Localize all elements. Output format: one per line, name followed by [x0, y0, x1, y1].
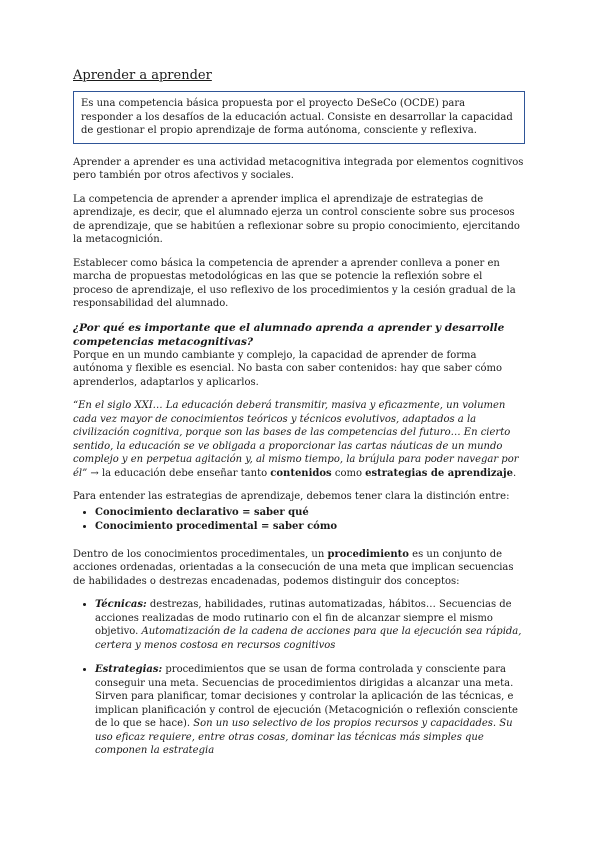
concepts-list: [73, 598, 525, 758]
quote-tail-1: → la educación debe enseñar tanto: [87, 467, 271, 479]
procedure-bold: procedimiento: [327, 548, 409, 560]
tecnicas-italic: Automatización de la cadena de acciones para que la ejecución sea rápida, certera y menos costosa en recursos cognitivos: [95, 626, 522, 651]
estrategias-italic: Son un uso selectivo de los propios recursos y capacidades. Su uso eficaz requiere, entre otras cosas, dominar las técnicas más simples que componen la estrategia: [95, 718, 513, 756]
paragraph-strategies: La competencia de aprender a aprender implica el aprendizaje de estrategias de aprendizaje, es decir, que el alumnado ejerza un control consciente sobre sus procesos de aprendizaje, que se habitúen a reflexionar sobre su propio conocimiento, ejercitando la metacognición.: [73, 193, 520, 245]
list-item: • Conocimiento declarativo = saber qué: [95, 506, 525, 520]
procedure-paragraph: [73, 548, 525, 589]
quote-tail-3: .: [513, 467, 517, 479]
distinction-list: [73, 506, 525, 534]
distinction-intro: Para entender las estrategias de aprendizaje, debemos tener clara la distinción entre:: [73, 491, 510, 502]
list-item: • Conocimiento procedimental = saber cómo: [95, 520, 525, 534]
quote-paragraph: [73, 399, 525, 480]
estrategias-text: procedimientos que se usan de forma controlada y consciente para conseguir una meta. Secuencias de procedimientos dirigidas a alcanzar una meta. Sirven para planificar, tomar decisiones y controlar la aplicación de las técnicas, e implican planificación y control de ejecución (Metacognición o reflexión consciente de lo que se hace).: [95, 664, 518, 729]
page-title: Aprender a aprender: [73, 68, 212, 83]
paragraph-metacognitive: Aprender a aprender es una actividad metacognitiva integrada por elementos cognitivos pero también por otros afectivos y sociales.: [73, 156, 524, 181]
procedure-text-1: Dentro de los conocimientos procedimentales, un: [73, 548, 328, 560]
tecnicas-text: destrezas, habilidades, rutinas automatizadas, hábitos… Secuencias de acciones realizadas de modo rutinario con el fin de alcanzar siempre el mismo objetivo.: [95, 599, 512, 637]
paragraph-methodology: Establecer como básica la competencia de aprender a aprender conlleva a poner en marcha de propuestas metodológicas en las que se potencie la reflexión sobre el proceso de aprendizaje, el uso reflexivo de los procedimientos y la cesión gradual de la responsabilidad del alumnado.: [73, 257, 516, 309]
question-answer: Porque en un mundo cambiante y complejo, la capacidad de aprender de forma autónoma y flexible es esencial. No basta con saber contenidos: hay que saber cómo aprenderlos, adaptarlos y aplicarlos.: [73, 349, 503, 388]
quote-text: “En el siglo XXI… La educación deberá transmitir, masiva y eficazmente, un volumen cada vez mayor de conocimientos teóricos y técnicos evolutivos, adaptados a la civilización cognitiva, porque son las bases de las competencias del futuro… En cierto sentido, la educación se ve obligada a proporcionar las cartas náuticas de un mundo complejo y en perpetua agitación y, al mismo tiempo, la brújula para poder navegar por él”: [73, 400, 519, 479]
section-question: ¿Por qué es importante que el alumnado aprenda a aprender y desarrolle competencias metacognitivas?: [73, 321, 505, 348]
quote-tail-2: como: [331, 467, 366, 479]
estrategias-term: Estrategias:: [95, 664, 163, 675]
concept-estrategias: [95, 663, 525, 758]
definition-box: Es una competencia básica propuesta por el proyecto DeSeCo (OCDE) para responder a los desafíos de la educación actual. Consiste en desarrollar la capacidad de gestionar el propio aprendizaje de forma autónoma, consciente y reflexiva.: [73, 91, 525, 144]
tecnicas-term: Técnicas:: [95, 599, 147, 610]
concept-tecnicas: [95, 598, 525, 652]
quote-bold-estrategias: estrategias de aprendizaje: [365, 467, 514, 479]
quote-bold-contenidos: contenidos: [270, 467, 332, 479]
document-page: [73, 68, 525, 769]
procedure-text-2: es un conjunto de acciones ordenadas, orientadas a la consecución de una meta que implican secuencias de habilidades o destrezas encadenadas, podemos distinguir dos conceptos:: [73, 548, 514, 587]
